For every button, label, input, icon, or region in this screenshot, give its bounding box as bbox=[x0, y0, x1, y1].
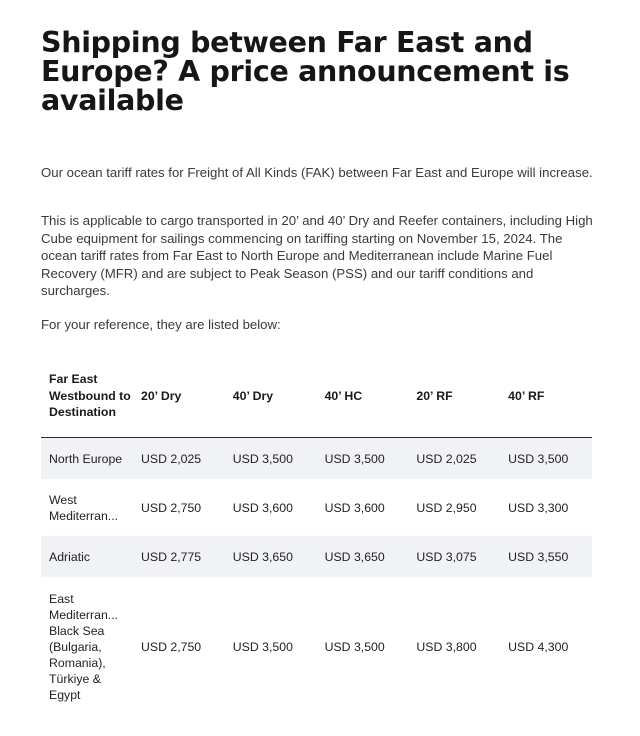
rate-cell: USD 3,500 bbox=[225, 438, 317, 480]
page-title: Shipping between Far East and Europe? A price announcement is available bbox=[41, 26, 570, 117]
row-destination bbox=[41, 438, 133, 480]
row-destination-line: Türkiye & bbox=[49, 672, 101, 686]
table-row bbox=[41, 479, 592, 536]
rate-cell: USD 2,750 bbox=[140, 640, 202, 654]
rate-cell: USD 2,950 bbox=[416, 500, 477, 515]
row-destination-line: Egypt bbox=[49, 688, 81, 702]
rate-cell: USD 2,025 bbox=[133, 438, 225, 480]
rate-cell: USD 2,775 bbox=[133, 536, 225, 577]
header-20-rf: 20’ RF bbox=[408, 355, 500, 438]
row-destination-label: North Europe bbox=[49, 451, 123, 466]
header-40-hc: 40’ HC bbox=[317, 355, 409, 438]
rate-cell: USD 3,300 bbox=[508, 500, 569, 515]
rate-cell: USD 2,025 bbox=[408, 438, 500, 480]
row-destination-line: Mediterran... bbox=[49, 508, 119, 523]
rate-cell: USD 3,600 bbox=[324, 500, 385, 515]
header-destination-label: Far East Westbound to Destination bbox=[49, 372, 131, 420]
reference-paragraph: For your reference, they are listed below: bbox=[41, 317, 281, 332]
row-destination bbox=[41, 479, 133, 536]
row-destination-line: (Bulgaria, bbox=[49, 640, 102, 654]
row-destination bbox=[41, 577, 133, 717]
details-paragraph: This is applicable to cargo transported in 20’ and 40’ Dry and Reefer containers, including High Cube equipment for sailings commencing on tariffing starting on November 15, 2024. The ocean tariff rates from Far East to North Europe and Mediterranean include Marine Fuel Recovery (MFR) and are subject to Peak Season (PSS) and our tariff conditions and surcharges. bbox=[41, 213, 593, 298]
row-destination-line: Romania), bbox=[49, 656, 106, 670]
table-header-row bbox=[41, 355, 592, 438]
table-row bbox=[41, 536, 592, 577]
table-row bbox=[41, 577, 592, 717]
row-destination-line: West bbox=[49, 492, 77, 507]
header-destination bbox=[41, 355, 133, 438]
rate-cell: USD 3,800 bbox=[416, 640, 477, 654]
rate-cell: USD 3,075 bbox=[408, 536, 500, 577]
row-destination-line: Black Sea bbox=[49, 624, 105, 638]
rate-cell: USD 3,500 bbox=[500, 438, 592, 480]
rate-cell: USD 3,500 bbox=[324, 640, 385, 654]
rate-cell: USD 3,650 bbox=[225, 536, 317, 577]
rate-cell: USD 2,750 bbox=[140, 500, 202, 515]
row-destination-line: Mediterran... bbox=[49, 608, 119, 622]
header-20-dry: 20’ Dry bbox=[133, 355, 225, 438]
header-40-rf: 40’ RF bbox=[500, 355, 592, 438]
row-destination-line: East bbox=[49, 592, 74, 606]
rate-cell: USD 4,300 bbox=[508, 640, 569, 654]
table-row bbox=[41, 438, 592, 480]
rate-cell: USD 3,500 bbox=[317, 438, 409, 480]
intro-paragraph: Our ocean tariff rates for Freight of All Kinds (FAK) between Far East and Europe will increase. bbox=[41, 165, 593, 180]
tariff-table bbox=[41, 355, 592, 717]
row-destination-label: Adriatic bbox=[49, 549, 91, 564]
article bbox=[41, 0, 601, 702]
rate-cell: USD 3,650 bbox=[317, 536, 409, 577]
rate-cell: USD 3,500 bbox=[232, 640, 293, 654]
row-destination bbox=[41, 536, 133, 577]
rate-cell: USD 3,600 bbox=[232, 500, 293, 515]
header-40-dry: 40’ Dry bbox=[225, 355, 317, 438]
rate-cell: USD 3,550 bbox=[500, 536, 592, 577]
